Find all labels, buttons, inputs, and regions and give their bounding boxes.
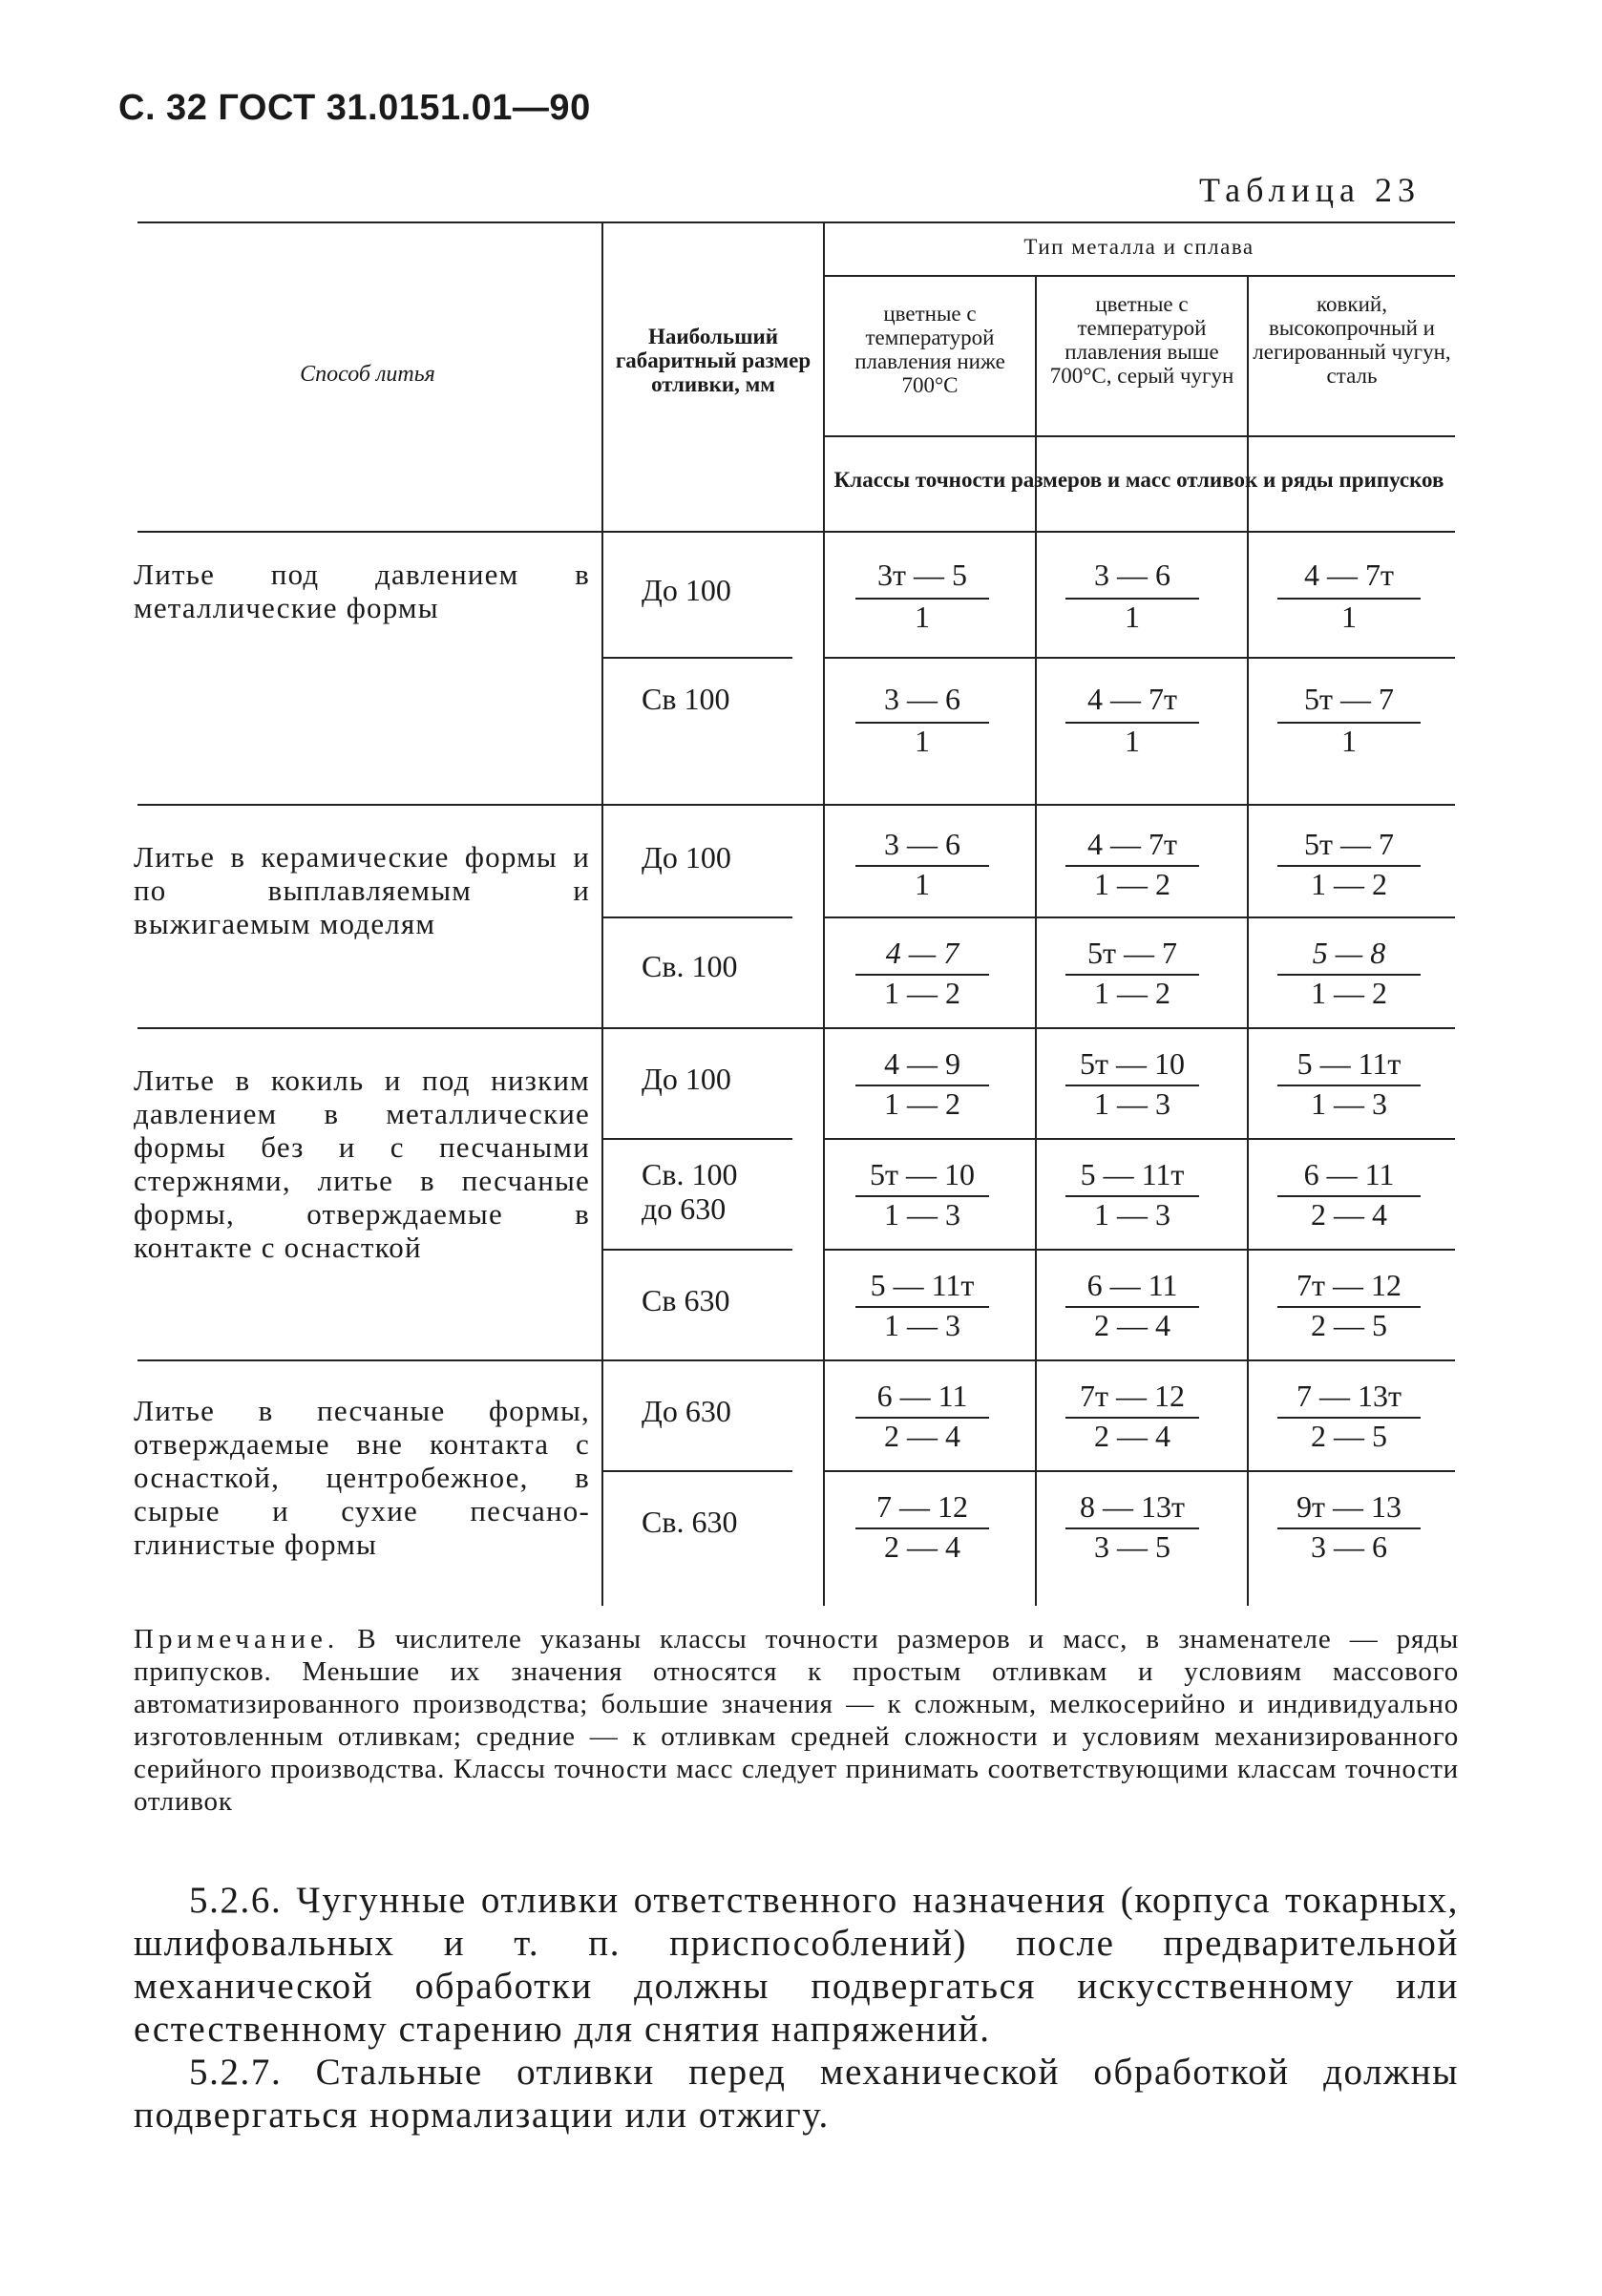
note-lead: Примечание. bbox=[134, 1624, 340, 1654]
row-rule bbox=[823, 1249, 1455, 1251]
group-rule bbox=[137, 1359, 1455, 1361]
page-header: С. 32 ГОСТ 31.0151.01—90 bbox=[118, 88, 591, 128]
allowance-denominator: 2 — 5 bbox=[1311, 1419, 1387, 1453]
size-cell: Св. 100 до 630 bbox=[642, 1157, 738, 1226]
class-numerator: 6 — 11 bbox=[1303, 1157, 1395, 1191]
body-text bbox=[134, 1879, 1459, 2137]
class-numerator: 5 — 8 bbox=[1312, 936, 1386, 970]
class-numerator: 5 — 11т bbox=[1080, 1157, 1185, 1191]
allowance-denominator: 2 — 4 bbox=[1094, 1308, 1170, 1342]
size-cell: Св 630 bbox=[642, 1283, 730, 1317]
row-rule bbox=[823, 657, 1455, 659]
class-numerator: 6 — 11 bbox=[1086, 1268, 1178, 1302]
method-cell: Литье в песчаные формы, отверждаемые вне контакта с оснасткой, центробежное, в сырые и сухие песчано-глинистые формы bbox=[134, 1394, 590, 1561]
rule-header-bottom bbox=[137, 531, 1455, 533]
divider-size-values bbox=[823, 221, 825, 1606]
class-numerator: 4 — 9 bbox=[884, 1046, 960, 1081]
metal-col-3: ковкий, высокопрочный и легированный чугун, сталь bbox=[1253, 292, 1451, 388]
size-cell: До 100 bbox=[642, 573, 731, 607]
class-numerator: 3 — 6 bbox=[1094, 558, 1170, 592]
metal-group-title: Тип металла и сплава bbox=[1023, 235, 1254, 259]
class-numerator: 4 — 7 bbox=[885, 936, 959, 970]
class-numerator: 3т — 5 bbox=[877, 558, 967, 592]
allowance-denominator: 1 — 2 bbox=[1094, 976, 1170, 1010]
rule-under-metals bbox=[823, 435, 1455, 437]
class-numerator: 5т — 7 bbox=[1304, 827, 1394, 861]
row-rule bbox=[823, 1138, 1455, 1140]
size-cell: До 100 bbox=[642, 1062, 731, 1096]
allowance-denominator: 1 — 2 bbox=[1094, 867, 1170, 901]
allowance-denominator: 2 — 4 bbox=[884, 1419, 960, 1453]
allowance-denominator: 1 — 2 bbox=[1311, 976, 1387, 1010]
allowance-denominator: 1 bbox=[1341, 724, 1357, 758]
class-numerator: 7 — 12 bbox=[876, 1489, 968, 1524]
size-cell: Св 100 bbox=[642, 682, 730, 716]
rule-under-metal-group bbox=[823, 275, 1455, 277]
row-rule bbox=[823, 1470, 1455, 1472]
row-rule bbox=[823, 916, 1455, 918]
metal-col-1: цветные с температурой плавления ниже 700°С bbox=[854, 302, 1005, 397]
size-cell: До 630 bbox=[642, 1394, 731, 1428]
allowance-denominator: 1 bbox=[915, 867, 930, 901]
class-numerator: 5т — 10 bbox=[1080, 1046, 1185, 1081]
row-rule bbox=[601, 1138, 792, 1140]
allowance-denominator: 1 — 3 bbox=[1094, 1086, 1170, 1121]
class-numerator: 9т — 13 bbox=[1296, 1489, 1402, 1524]
class-numerator: 4 — 7т bbox=[1087, 682, 1177, 716]
paragraph-5-2-6: 5.2.6. Чугунные отливки ответственного назначения (корпуса токарных, шлифовальных и т. п. приспособлений) после предварительной механической обработки должны подвергаться искусственному или естественному старению для снятия напряжений. bbox=[134, 1880, 1459, 2050]
size-cell: Св. 630 bbox=[642, 1505, 738, 1539]
row-rule bbox=[601, 1249, 792, 1251]
class-numerator: 8 — 13т bbox=[1080, 1489, 1185, 1524]
allowance-denominator: 1 — 2 bbox=[884, 976, 960, 1010]
col-size-title: Наибольший габаритный размер отливки, мм bbox=[615, 325, 812, 396]
classes-header: Классы точности размеров и масс отливок и ряды припусков bbox=[833, 468, 1444, 492]
class-numerator: 5т — 7 bbox=[1304, 682, 1394, 716]
allowance-denominator: 2 — 4 bbox=[884, 1529, 960, 1564]
allowance-denominator: 3 — 6 bbox=[1311, 1529, 1387, 1564]
table-note bbox=[134, 1623, 1459, 1818]
class-numerator: 3 — 6 bbox=[884, 682, 960, 716]
allowance-denominator: 1 bbox=[1125, 724, 1140, 758]
allowance-denominator: 1 — 2 bbox=[884, 1086, 960, 1121]
method-cell: Литье в кокиль и под низким давлением в металлические формы без и с песчаными стержнями, литье в песчаные формы, отверждаемые в контакте с оснасткой bbox=[134, 1064, 590, 1264]
class-numerator: 5 — 11т bbox=[870, 1268, 975, 1302]
class-numerator: 3 — 6 bbox=[884, 827, 960, 861]
allowance-denominator: 3 — 5 bbox=[1094, 1529, 1170, 1564]
allowance-denominator: 1 — 3 bbox=[884, 1197, 960, 1232]
allowance-denominator: 1 bbox=[915, 724, 930, 758]
class-numerator: 4 — 7т bbox=[1087, 827, 1177, 861]
row-rule bbox=[601, 916, 792, 918]
allowance-denominator: 2 — 5 bbox=[1311, 1308, 1387, 1342]
col-method-title: Способ литья bbox=[300, 362, 435, 387]
allowance-denominator: 1 — 3 bbox=[884, 1308, 960, 1342]
allowance-denominator: 1 — 3 bbox=[1094, 1197, 1170, 1232]
class-numerator: 7т — 12 bbox=[1296, 1268, 1402, 1302]
size-cell: До 100 bbox=[642, 840, 731, 874]
table-label: Таблица 23 bbox=[1199, 171, 1421, 209]
group-rule bbox=[137, 1027, 1455, 1029]
class-numerator: 5 — 11т bbox=[1296, 1046, 1402, 1081]
paragraph-5-2-7: 5.2.7. Стальные отливки перед механической обработкой должны подвергаться нормализации или отжигу. bbox=[134, 2052, 1459, 2136]
class-numerator: 5т — 7 bbox=[1087, 936, 1177, 970]
allowance-denominator: 1 — 3 bbox=[1311, 1086, 1387, 1121]
table-top-rule bbox=[137, 221, 1455, 223]
allowance-denominator: 2 — 4 bbox=[1311, 1197, 1387, 1232]
allowance-denominator: 1 bbox=[1341, 600, 1357, 634]
method-cell: Литье в керамические формы и по выплавляемым и выжигаемым моделям bbox=[134, 840, 590, 940]
class-numerator: 5т — 10 bbox=[870, 1157, 975, 1191]
method-cell: Литье под давлением в металлические формы bbox=[134, 558, 590, 624]
allowance-denominator: 1 — 2 bbox=[1311, 867, 1387, 901]
divider-method-size bbox=[601, 221, 603, 1606]
row-rule bbox=[601, 657, 792, 659]
class-numerator: 7 — 13т bbox=[1296, 1379, 1402, 1413]
allowance-denominator: 2 — 4 bbox=[1094, 1419, 1170, 1453]
note-text: В числителе указаны классы точности размеров и масс, в знаменателе — ряды припусков. Меньшие их значения относятся к простым отливкам и условиям массового автоматизированного производства; большие значения — к сложным, мелкосерийно и индивидуально изготовленным отливкам; средние — к отливкам средней сложности и условиям механизированного серийного производства. Классы точности масс следует принимать соответствующими классам точности отливок bbox=[134, 1624, 1459, 1817]
allowance-denominator: 1 bbox=[915, 600, 930, 634]
allowance-denominator: 1 bbox=[1125, 600, 1140, 634]
class-numerator: 6 — 11 bbox=[876, 1379, 968, 1413]
size-cell: Св. 100 bbox=[642, 949, 738, 983]
metal-col-2: цветные с температурой плавления выше 700°С, серый чугун bbox=[1049, 292, 1234, 388]
row-rule bbox=[601, 1470, 792, 1472]
class-numerator: 7т — 12 bbox=[1080, 1379, 1185, 1413]
class-numerator: 4 — 7т bbox=[1304, 558, 1394, 592]
group-rule bbox=[137, 804, 1455, 806]
